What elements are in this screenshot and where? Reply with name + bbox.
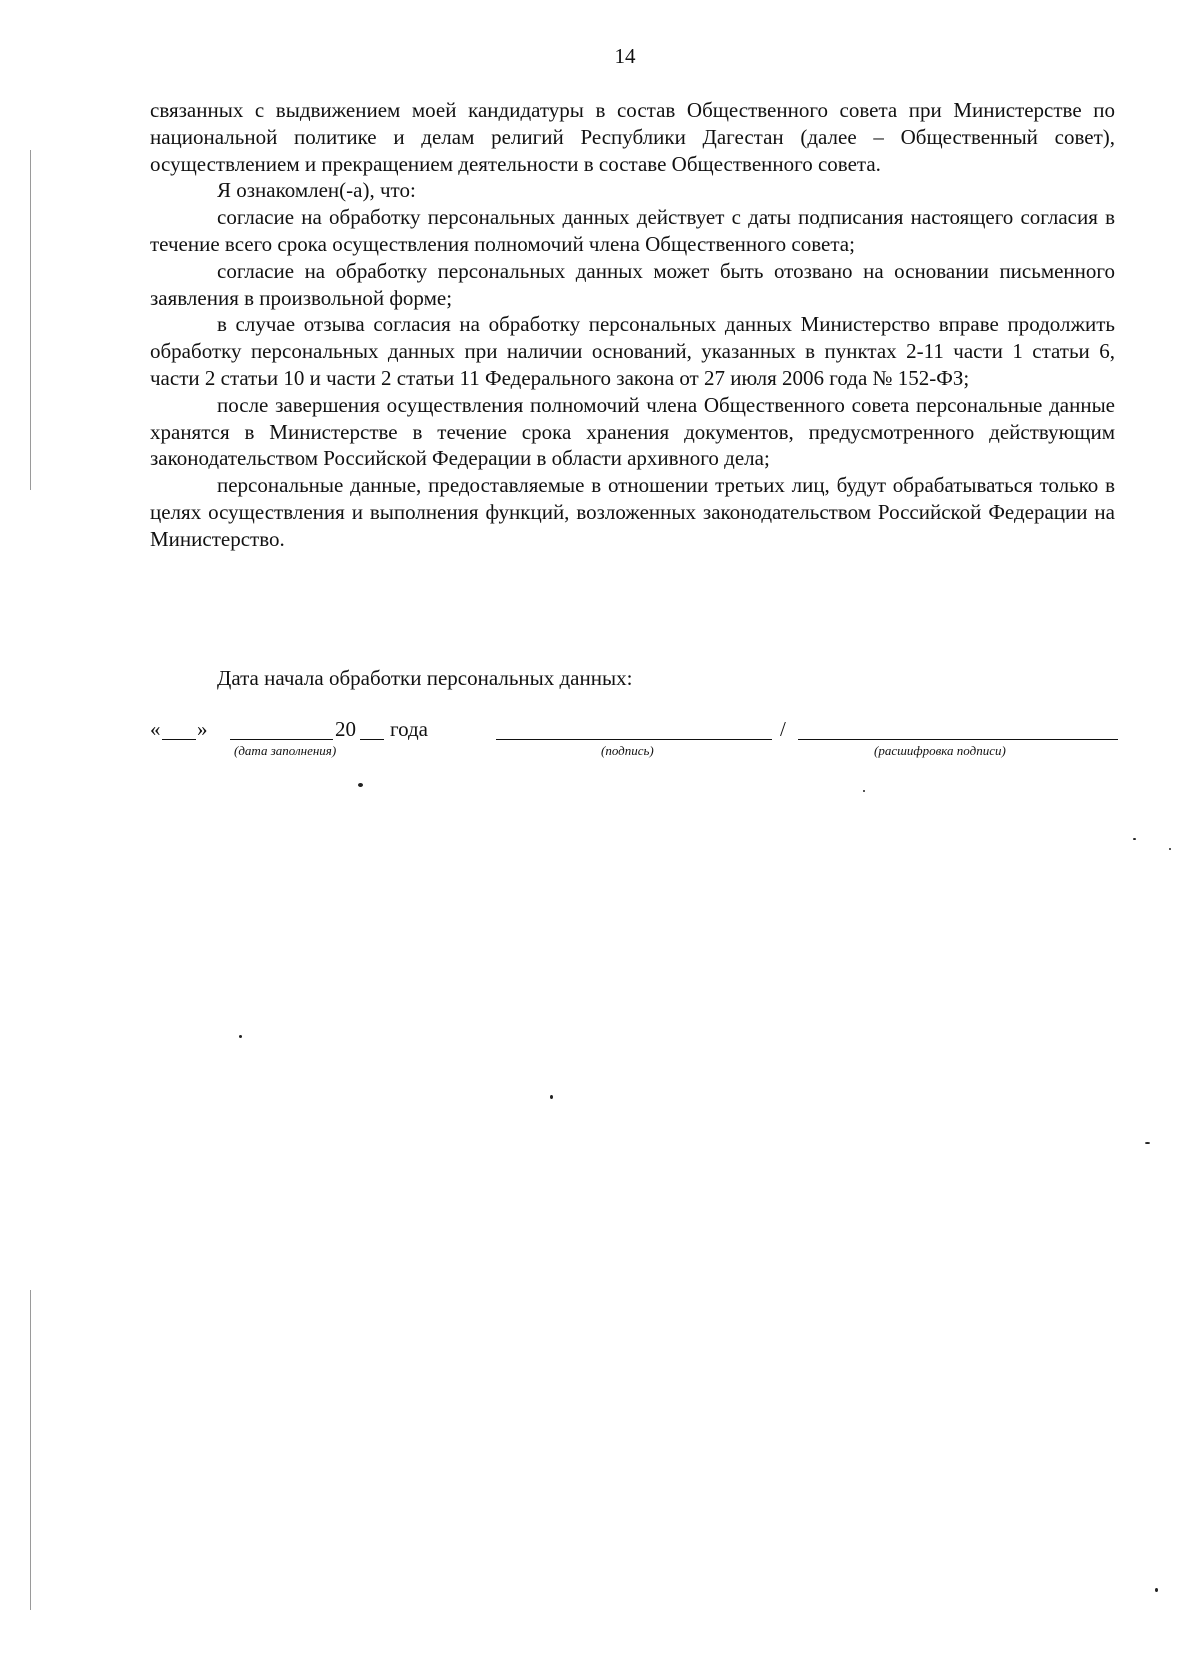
paragraph-validity: согласие на обработку персональных данных действует с даты подписания настоящего согласия в течение всего срока осуществления полномочий члена Общественного совета; [150, 205, 1115, 256]
scan-margin-line [30, 150, 31, 490]
paragraph-continued-processing: в случае отзыва согласия на обработку персональных данных Министерство вправе продолжить обработку персональных данных при наличии оснований, указанных в пунктах 2-11 части 1 статьи 6, части 2 статьи 10 и части 2 статьи 11 Федерального закона от 27 июля 2006 года № 152-ФЗ; [150, 312, 1115, 390]
open-quote: « [150, 717, 161, 741]
caption-transcript: (расшифровка подписи) [874, 743, 1006, 758]
consent-body [150, 97, 1115, 553]
date-start-label: Дата начала обработки персональных данных: [217, 666, 633, 690]
scan-speck [358, 783, 363, 787]
close-quote: » [197, 717, 208, 741]
caption-date: (дата заполнения) [234, 743, 337, 758]
paragraph-storage: после завершения осуществления полномочий члена Общественного совета персональные данные хранятся в Министерстве в течение срока хранения документов, предусмотренного действующим законодательством Российской Федерации в области архивного дела; [150, 392, 1115, 471]
year-suffix: года [390, 717, 428, 741]
year-blank[interactable] [360, 739, 384, 740]
paragraph-third-parties: персональные данные, предоставляемые в отношении третьих лиц, будут обрабатываться только в целях осуществления и выполнения функций, возложенных законодательством Российской Федерации на Министерство. [150, 473, 1115, 551]
year-prefix: 20 [335, 717, 356, 741]
caption-signature: (подпись) [601, 743, 654, 758]
scan-speck [550, 1095, 553, 1099]
separator-slash: / [780, 717, 786, 741]
month-blank[interactable] [230, 739, 333, 740]
scan-speck [1145, 1142, 1150, 1144]
scan-margin-line [30, 1290, 31, 1610]
page-number: 14 [614, 44, 636, 68]
paragraph-revocation: согласие на обработку персональных данных может быть отозвано на основании письменного заявления в произвольной форме; [150, 258, 1115, 310]
paragraph-acknowledged: Я ознакомлен(-а), что: [217, 178, 416, 203]
signature-transcript-blank[interactable] [798, 739, 1118, 740]
signature-blank[interactable] [496, 739, 772, 740]
paragraph-intro: связанных с выдвижением моей кандидатуры в состав Общественного совета при Министерстве по национальной политике и делам религий Республики Дагестан (далее – Общественный совет), осуществлением и прекращением деятельности в составе Общественного совета. [150, 98, 1115, 176]
scan-speck [1169, 848, 1171, 850]
scan-speck [863, 790, 865, 792]
day-blank[interactable] [162, 739, 196, 740]
scan-speck [1155, 1588, 1158, 1592]
scan-speck [1133, 838, 1136, 840]
scan-speck [239, 1035, 242, 1038]
